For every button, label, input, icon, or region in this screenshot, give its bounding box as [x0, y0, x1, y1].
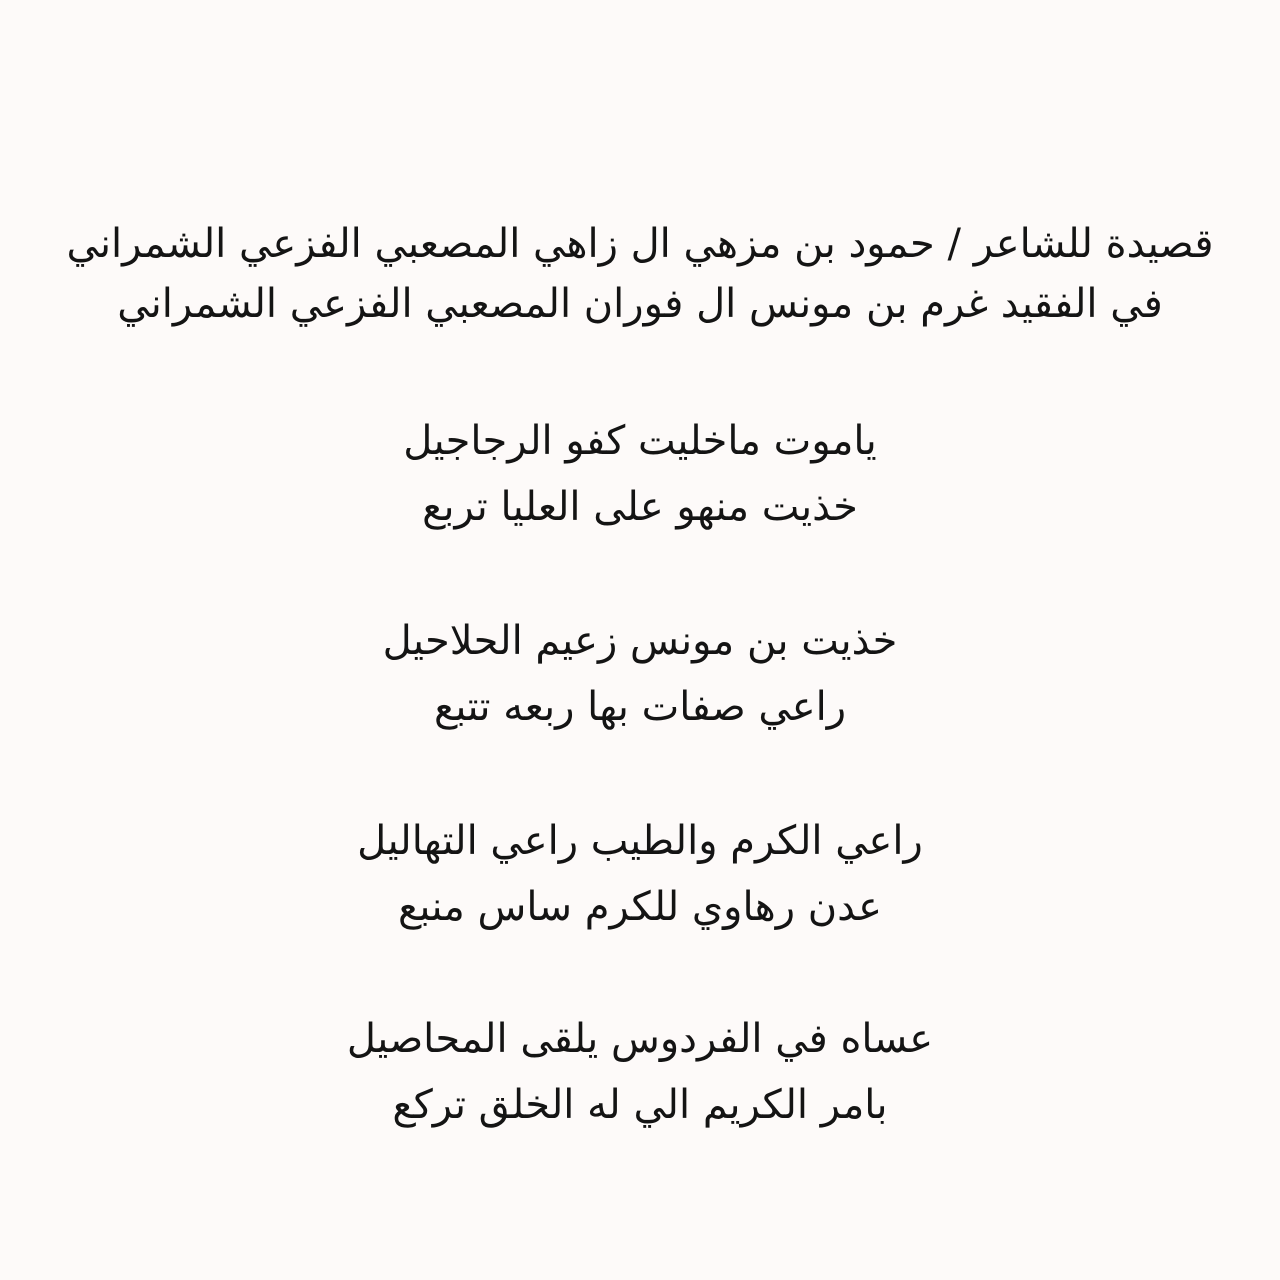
verse-line: عساه في الفردوس يلقى المحاصيل: [346, 1016, 934, 1062]
verse-line: ياموت ماخليت كفو الرجاجيل: [403, 418, 877, 464]
verse-line: عدن رهاوي للكرم ساس منبع: [397, 884, 883, 930]
verse-line: راعي صفات بها ربعه تتبع: [433, 684, 847, 730]
header-title-line: قصيدة للشاعر / حمود بن مزهي ال زاهي المصعبي الفزعي الشمراني: [66, 221, 1214, 267]
header-dedication-line: في الفقيد غرم بن مونس ال فوران المصعبي الفزعي الشمراني: [117, 281, 1163, 327]
verse-line: راعي الكرم والطيب راعي التهاليل: [357, 818, 923, 864]
stanza-4: [0, 1006, 1280, 1138]
stanza-3: [0, 808, 1280, 940]
verse-line: خذيت منهو على العليا تربع: [422, 484, 858, 530]
poem-header: [0, 214, 1280, 334]
verse-line: بامر الكريم الي له الخلق تركع: [392, 1082, 888, 1128]
verse-line: خذيت بن مونس زعيم الحلاحيل: [382, 618, 898, 664]
stanza-1: [0, 408, 1280, 540]
stanza-2: [0, 608, 1280, 740]
